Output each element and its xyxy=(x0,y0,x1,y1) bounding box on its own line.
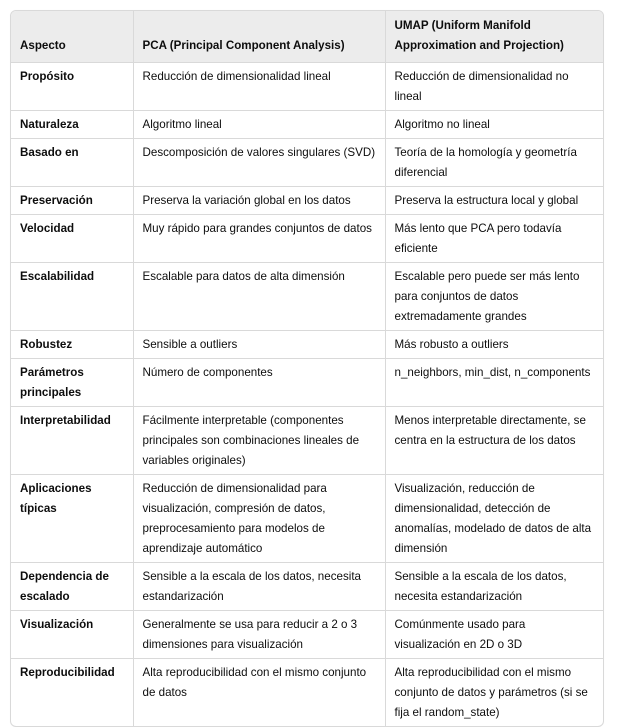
umap-cell: Algoritmo no lineal xyxy=(385,111,603,139)
umap-cell: Comúnmente usado para visualización en 2D o 3D xyxy=(385,611,603,659)
table-row xyxy=(11,215,603,263)
pca-cell: Sensible a outliers xyxy=(133,331,385,359)
umap-cell: Preserva la estructura local y global xyxy=(385,187,603,215)
table-row xyxy=(11,63,603,111)
umap-cell: Más lento que PCA pero todavía eficiente xyxy=(385,215,603,263)
aspect-cell: Aplicaciones típicas xyxy=(11,475,133,563)
table-row xyxy=(11,263,603,331)
aspect-cell: Naturaleza xyxy=(11,111,133,139)
header-row xyxy=(11,11,603,63)
table-row xyxy=(11,359,603,407)
aspect-cell: Preservación xyxy=(11,187,133,215)
aspect-cell: Dependencia de escalado xyxy=(11,563,133,611)
comparison-table xyxy=(11,11,603,726)
aspect-cell: Velocidad xyxy=(11,215,133,263)
table-row xyxy=(11,139,603,187)
pca-cell: Sensible a la escala de los datos, necesita estandarización xyxy=(133,563,385,611)
table-row xyxy=(11,187,603,215)
table-row xyxy=(11,407,603,475)
table-row xyxy=(11,611,603,659)
header-umap: UMAP (Uniform Manifold Approximation and Projection) xyxy=(385,11,603,63)
table-body xyxy=(11,63,603,727)
pca-cell: Reducción de dimensionalidad lineal xyxy=(133,63,385,111)
umap-cell: Alta reproducibilidad con el mismo conjunto de datos y parámetros (si se fija el random_state) xyxy=(394,666,588,719)
aspect-cell: Escalabilidad xyxy=(11,263,133,331)
umap-cell: Teoría de la homología y geometría diferencial xyxy=(385,139,603,187)
aspect-cell: Robustez xyxy=(11,331,133,359)
umap-cell: Visualización, reducción de dimensionalidad, detección de anomalías, modelado de datos de alta dimensión xyxy=(385,475,603,563)
aspect-cell: Reproducibilidad xyxy=(11,659,133,727)
umap-cell: Menos interpretable directamente, se centra en la estructura de los datos xyxy=(385,407,603,475)
pca-cell: Número de componentes xyxy=(133,359,385,407)
table-row xyxy=(11,659,603,727)
table-row xyxy=(11,563,603,611)
table-row xyxy=(11,111,603,139)
aspect-cell: Basado en xyxy=(11,139,133,187)
aspect-cell: Parámetros principales xyxy=(11,359,133,407)
comparison-table-container xyxy=(10,10,604,727)
table-row xyxy=(11,331,603,359)
pca-cell: Algoritmo lineal xyxy=(133,111,385,139)
pca-cell: Preserva la variación global en los datos xyxy=(133,187,385,215)
aspect-cell: Visualización xyxy=(11,611,133,659)
pca-cell: Escalable para datos de alta dimensión xyxy=(133,263,385,331)
umap-cell: Más robusto a outliers xyxy=(385,331,603,359)
umap-cell: Escalable pero puede ser más lento para conjuntos de datos extremadamente grandes xyxy=(385,263,603,331)
table-row xyxy=(11,475,603,563)
aspect-cell: Propósito xyxy=(11,63,133,111)
pca-cell: Muy rápido para grandes conjuntos de datos xyxy=(133,215,385,263)
umap-cell: n_neighbors, min_dist, n_components xyxy=(385,359,603,407)
header-pca: PCA (Principal Component Analysis) xyxy=(133,11,385,63)
pca-cell: Alta reproducibilidad con el mismo conjunto de datos xyxy=(133,659,385,727)
pca-cell: Fácilmente interpretable (componentes principales son combinaciones lineales de variables originales) xyxy=(133,407,385,475)
pca-cell: Reducción de dimensionalidad para visualización, compresión de datos, preprocesamiento para modelos de aprendizaje automático xyxy=(133,475,385,563)
umap-cell: Reducción de dimensionalidad no lineal xyxy=(385,63,603,111)
table-header xyxy=(11,11,603,63)
aspect-cell: Interpretabilidad xyxy=(11,407,133,475)
header-aspect: Aspecto xyxy=(11,11,133,63)
umap-cell: Sensible a la escala de los datos, necesita estandarización xyxy=(385,563,603,611)
pca-cell: Generalmente se usa para reducir a 2 o 3 dimensiones para visualización xyxy=(133,611,385,659)
pca-cell: Descomposición de valores singulares (SVD) xyxy=(133,139,385,187)
